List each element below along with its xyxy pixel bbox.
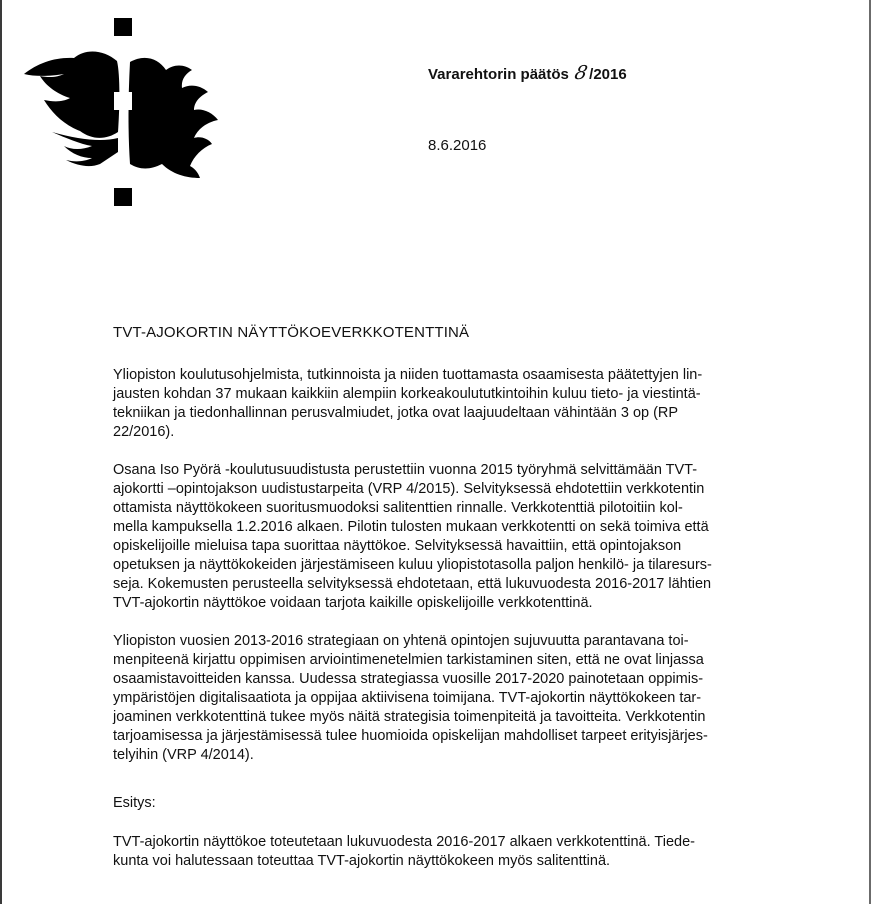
paragraph-2 <box>113 461 712 613</box>
paragraph-line: TVT-ajokortin näyttökoe voidaan tarjota kaikille opiskelijoille verkkotenttinä. <box>113 595 593 611</box>
paragraph-line: TVT-ajokortin näyttökoe toteutetaan lukuvuodesta 2016-2017 alkaen verkkotenttinä. Tiede- <box>113 834 695 850</box>
paragraph-line: ajokortti –opintojakson uudistustarpeita (VRP 4/2015). Selvityksessä ehdotettiin verkkotentin <box>113 481 705 497</box>
paragraph-1 <box>113 366 702 442</box>
decision-date: 8.6.2016 <box>428 137 487 154</box>
page-edge-right <box>869 0 871 904</box>
paragraph-line: tarjoamisessa ja järjestämisessä tulee huomioida opiskelijan mahdolliset tarpeet erityisjärjes- <box>113 728 708 744</box>
page-edge-left <box>0 0 2 904</box>
decision-number: 8 <box>572 62 590 84</box>
paragraph-line: Osana Iso Pyörä -koulutusuudistusta perustettiin vuonna 2015 työryhmä selvittämään TVT- <box>113 462 698 478</box>
university-flame-logo-icon <box>22 14 227 209</box>
paragraph-line: Yliopiston koulutusohjelmista, tutkinnoista ja niiden tuottamasta osaamisesta päätettyjen lin- <box>113 367 703 383</box>
paragraph-line: menpiteenä kirjattu oppimisen arviointimenetelmien tarkistaminen siten, että ne ovat linjassa <box>113 652 704 668</box>
paragraph-line: joaminen verkkotenttinä tukee myös näitä strategisia toimenpiteitä ja tavoitteita. Verkkotentin <box>113 709 706 725</box>
proposal-heading: Esitys: <box>113 795 156 811</box>
paragraph-line: jausten kohdan 37 mukaan kaikkiin alempiin korkeakoulututkintoihin kuluu tieto- ja viestintä- <box>113 386 701 402</box>
paragraph-line: opetuksen ja näyttökokeiden järjestämiseen kuluu yliopistotasolla paljon henkilö- ja tilaresurs- <box>113 557 712 573</box>
paragraph-line: ottamista näyttökokeen suoritusmuodoksi salitenttien rinnalle. Verkkotenttiä pilotoitiin kol- <box>113 500 683 516</box>
decision-year: /2016 <box>589 66 627 83</box>
paragraph-line: osaamistavoitteiden kanssa. Uudessa strategiassa vuosille 2017-2020 painotetaan oppimis- <box>113 671 704 687</box>
paragraph-line: Yliopiston vuosien 2013-2016 strategiaan on yhtenä opintojen sujuvuutta parantavana toi- <box>113 633 689 649</box>
paragraph-line: tekniikan ja tiedonhallinnan perusvalmiudet, jotka ovat laajuudeltaan vähintään 3 op (RP <box>113 405 679 421</box>
paragraph-line: seja. Kokemusten perusteella selvityksessä ehdotetaan, että lukuvuodesta 2016-2017 lähtien <box>113 576 712 592</box>
paragraph-line: 22/2016). <box>113 424 175 440</box>
paragraph-line: ympäristöjen digitalisaatiota ja oppijaa aktiivisena toimijana. TVT-ajokortin näyttökokeen tar- <box>113 690 702 706</box>
paragraph-3 <box>113 632 708 765</box>
paragraph-line: mella kampuksella 1.2.2016 alkaen. Pilotin tulosten mukaan verkkotentti on sekä toimiva että <box>113 519 709 535</box>
decision-title-prefix: Vararehtorin päätös <box>428 66 569 83</box>
paragraph-line: kunta voi halutessaan toteuttaa TVT-ajokortin näyttökokeen myös salitenttinä. <box>113 853 611 869</box>
proposal-paragraph <box>113 833 695 871</box>
decision-title <box>428 62 627 84</box>
paragraph-line: telyihin (VRP 4/2014). <box>113 747 254 763</box>
document-title: TVT-AJOKORTIN NÄYTTÖKOEVERKKOTENTTINÄ <box>113 324 470 341</box>
paragraph-line: opiskelijoille mieluisa tapa suorittaa näyttökoe. Selvityksessä havaittiin, että opintojakson <box>113 538 682 554</box>
